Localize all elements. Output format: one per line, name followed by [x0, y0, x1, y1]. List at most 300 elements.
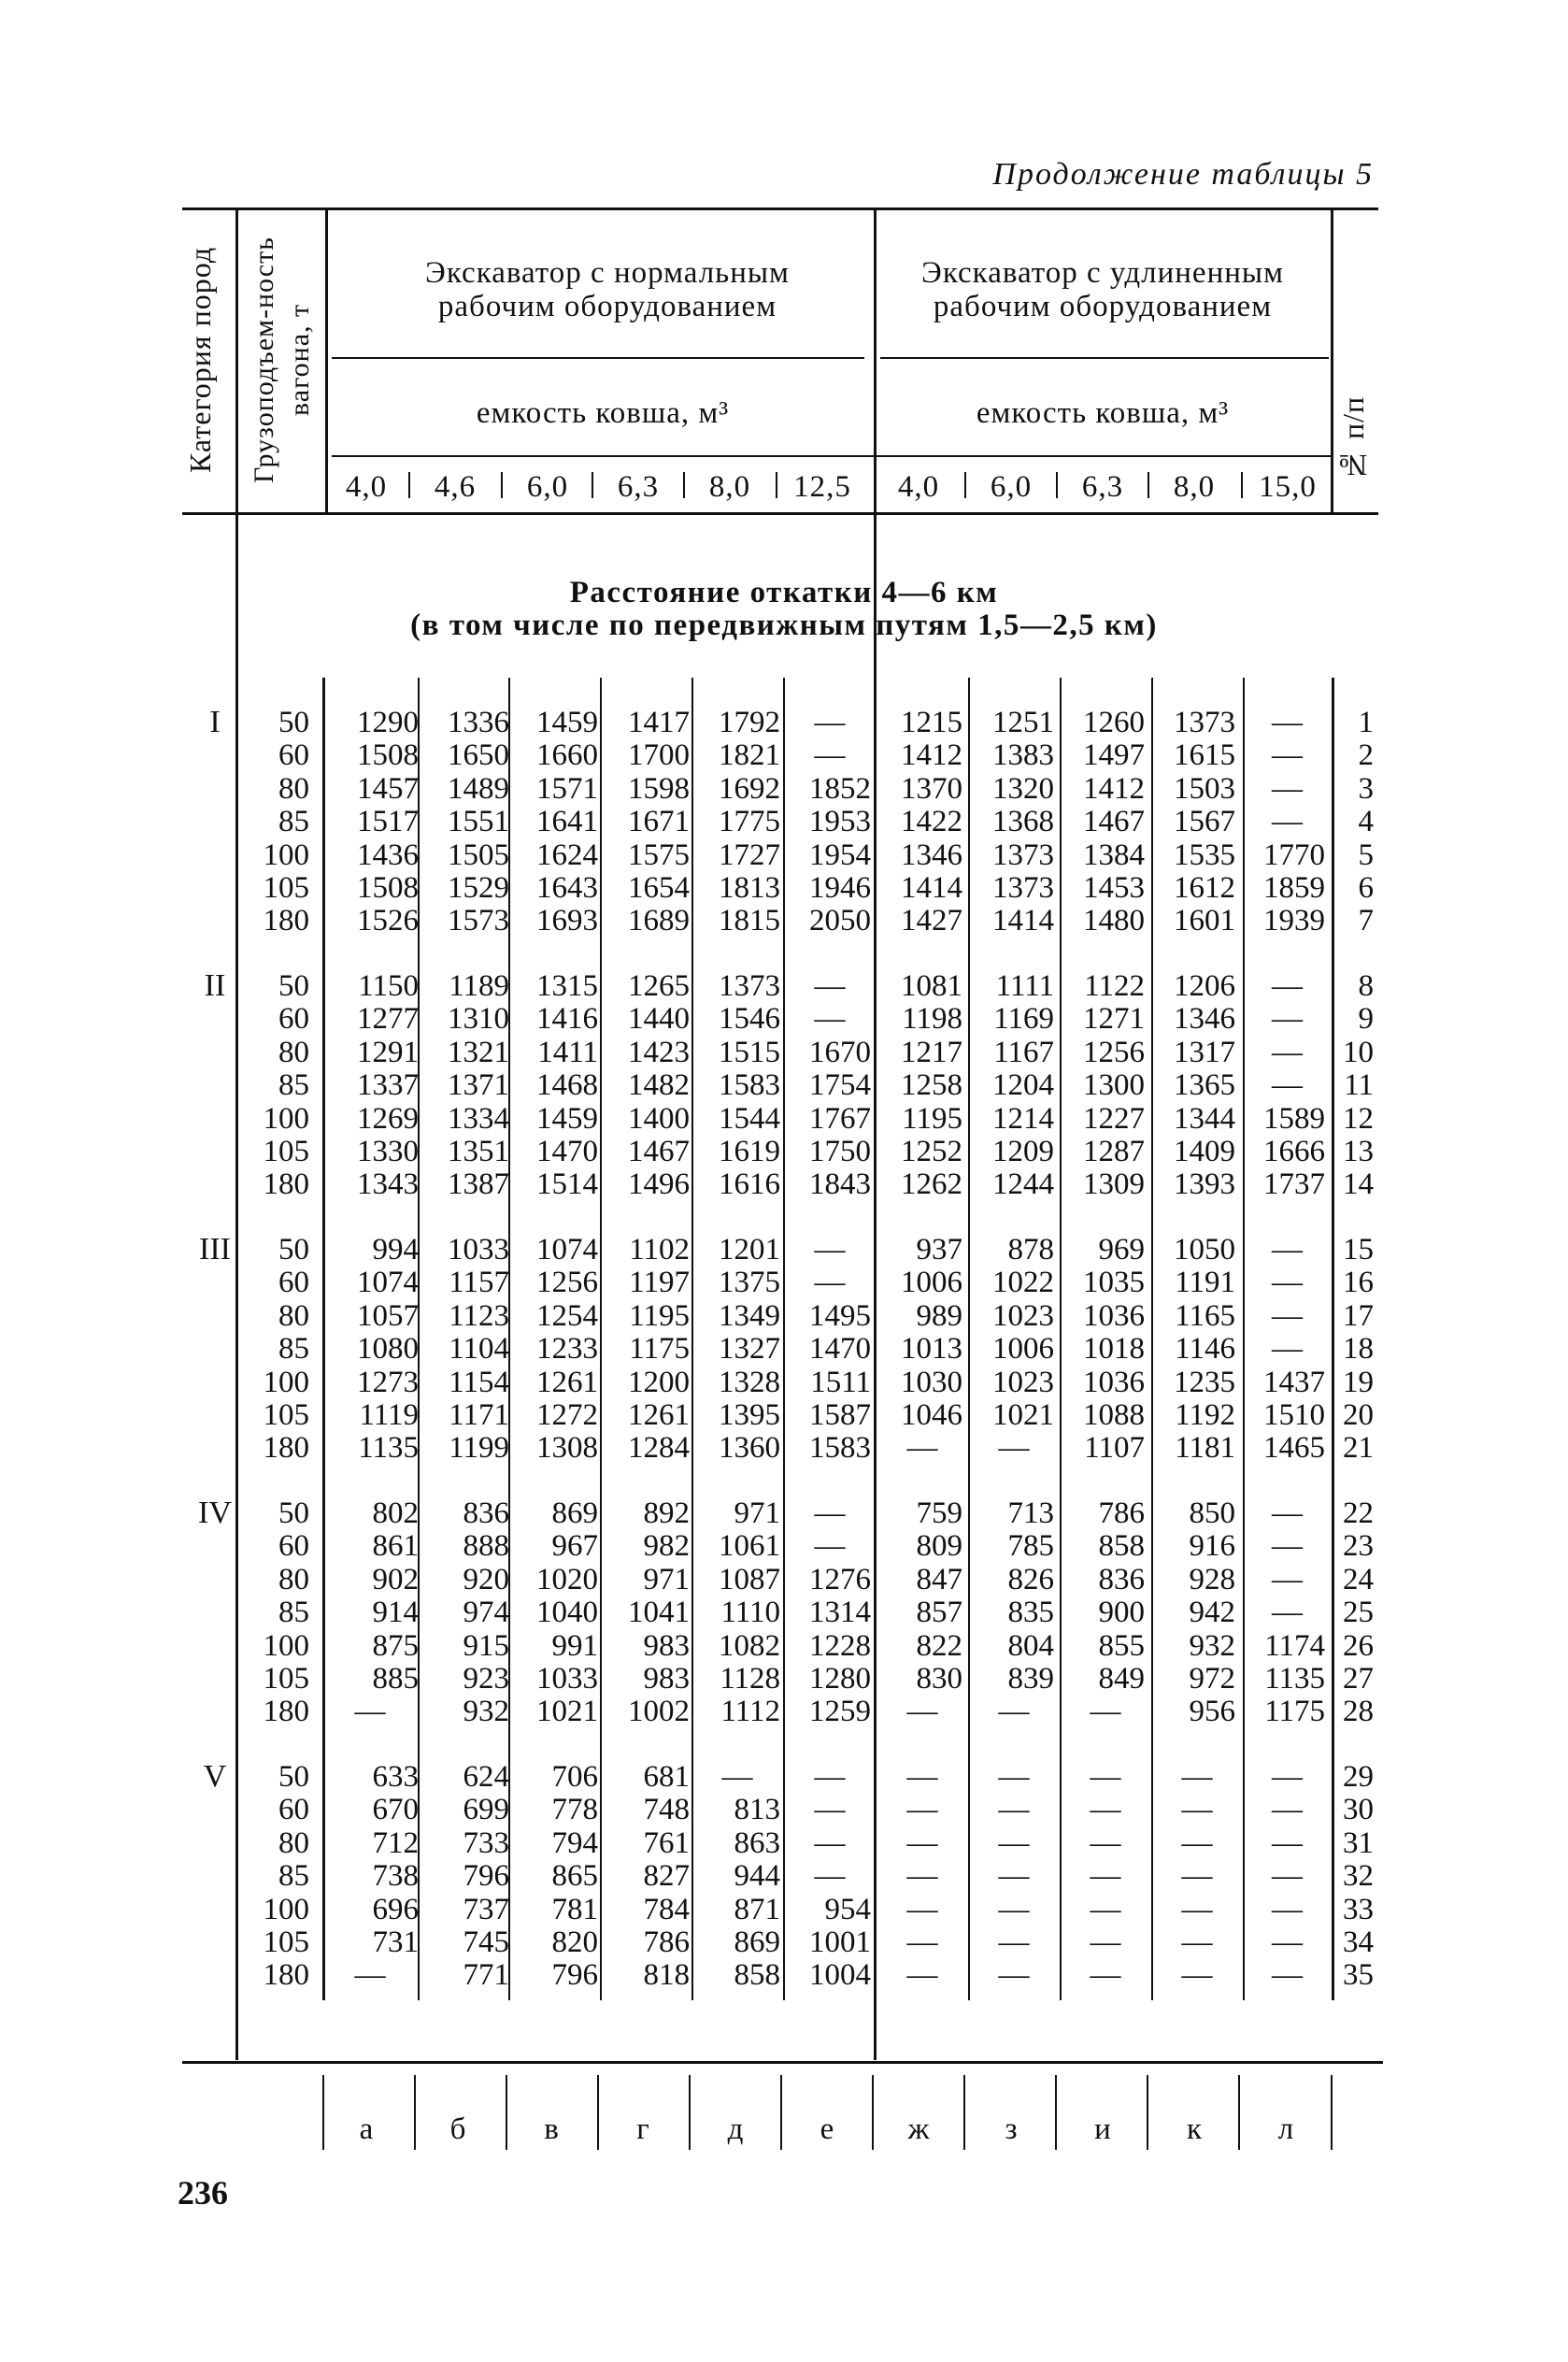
- capacity-cell: 180: [263, 1958, 309, 1993]
- value-cell: 1453: [1083, 871, 1145, 905]
- column-letter: б: [449, 2112, 466, 2146]
- row-number-cell: 16: [1343, 1266, 1374, 1300]
- value-cell: 1123: [449, 1298, 509, 1333]
- value-cell: 1939: [1263, 904, 1325, 938]
- value-cell: 1619: [719, 1135, 780, 1168]
- value-cell: —: [998, 1431, 1030, 1466]
- value-cell: 1510: [1263, 1398, 1325, 1432]
- value-cell: 784: [643, 1892, 690, 1926]
- value-cell: 1496: [628, 1167, 690, 1202]
- value-cell: 1040: [536, 1596, 598, 1630]
- value-cell: 839: [1007, 1662, 1054, 1696]
- value-cell: —: [1272, 805, 1303, 839]
- value-cell: 802: [372, 1496, 419, 1530]
- row-number-cell: 4: [1358, 805, 1374, 839]
- value-cell: 1135: [358, 1431, 419, 1466]
- value-cell: 826: [1007, 1562, 1054, 1596]
- value-cell: —: [1272, 1859, 1303, 1894]
- value-cell: 786: [1098, 1496, 1145, 1530]
- value-cell: 1946: [809, 871, 871, 905]
- column-letter-separator: [1238, 2075, 1240, 2150]
- value-cell: —: [906, 1892, 938, 1926]
- value-cell: 1146: [1175, 1332, 1235, 1367]
- capacity-cell: 50: [278, 969, 309, 1003]
- value-cell: —: [1272, 1002, 1303, 1037]
- value-cell: —: [814, 1859, 846, 1894]
- column-letter: к: [1186, 2112, 1203, 2146]
- capacity-cell: 80: [278, 1825, 309, 1860]
- value-cell: 1373: [992, 871, 1054, 905]
- value-cell: —: [1272, 706, 1303, 739]
- column-letter-separator: [1055, 2075, 1057, 2150]
- value-cell: 1013: [901, 1332, 962, 1367]
- value-cell: —: [1090, 1859, 1121, 1894]
- value-cell: 1344: [1174, 1101, 1235, 1136]
- value-cell: 1641: [536, 805, 598, 839]
- column-rule: [322, 678, 325, 2000]
- value-cell: 1859: [1263, 871, 1325, 905]
- value-cell: 1310: [448, 1002, 509, 1037]
- group-extended-header: Экскаватор с удлиненным рабочим оборудованием: [921, 256, 1284, 323]
- capacity-cell: 80: [278, 1298, 309, 1333]
- capacity-cell: 180: [263, 1431, 309, 1466]
- column-letter-separator: [506, 2075, 507, 2150]
- value-cell: 1489: [448, 771, 509, 806]
- column-letter-separator: [872, 2075, 874, 2150]
- category-label: III: [199, 1232, 231, 1267]
- value-cell: —: [1272, 1068, 1303, 1103]
- value-cell: 1615: [1174, 738, 1235, 773]
- value-cell: 1023: [992, 1298, 1054, 1333]
- capacity-cell: 80: [278, 771, 309, 806]
- value-cell: 1252: [901, 1135, 962, 1168]
- value-cell: 1169: [993, 1002, 1054, 1037]
- value-cell: 920: [463, 1562, 509, 1596]
- value-cell: —: [814, 969, 846, 1003]
- value-cell: 1157: [449, 1266, 509, 1300]
- value-cell: 1416: [536, 1002, 598, 1037]
- bucket-normal-header: емкость ковша, м³: [476, 396, 730, 430]
- value-cell: 1583: [809, 1431, 871, 1466]
- value-cell: 871: [734, 1892, 780, 1926]
- column-letter: а: [359, 2112, 374, 2146]
- value-cell: 1511: [810, 1365, 871, 1399]
- sizes-extended-divider: [877, 455, 1331, 457]
- value-cell: 849: [1098, 1662, 1145, 1696]
- value-cell: 942: [1189, 1596, 1235, 1630]
- value-cell: 1195: [629, 1298, 690, 1333]
- value-cell: 1308: [536, 1431, 598, 1466]
- value-cell: 971: [643, 1562, 690, 1596]
- value-cell: 1612: [1174, 871, 1235, 905]
- value-cell: —: [998, 1859, 1030, 1894]
- value-cell: —: [1181, 1958, 1213, 1993]
- value-cell: 1050: [1174, 1233, 1235, 1267]
- value-cell: 1373: [992, 837, 1054, 872]
- value-cell: 1104: [449, 1332, 509, 1367]
- value-cell: 1088: [1083, 1398, 1145, 1432]
- value-cell: 861: [372, 1529, 419, 1564]
- value-cell: 956: [1189, 1695, 1235, 1729]
- value-cell: 971: [734, 1496, 780, 1530]
- value-cell: 786: [643, 1925, 690, 1959]
- value-cell: 1181: [1175, 1431, 1235, 1466]
- value-cell: 969: [1098, 1233, 1145, 1267]
- value-cell: 1334: [448, 1101, 509, 1136]
- value-cell: —: [1272, 1760, 1303, 1794]
- value-cell: 1214: [992, 1101, 1054, 1136]
- value-cell: —: [1272, 1298, 1303, 1333]
- value-cell: 858: [1098, 1529, 1145, 1564]
- value-cell: 1515: [719, 1035, 780, 1069]
- row-number-cell: 17: [1343, 1298, 1374, 1333]
- value-cell: 869: [551, 1496, 598, 1530]
- value-cell: 1459: [536, 706, 598, 739]
- value-cell: 1727: [719, 837, 780, 872]
- value-cell: 696: [372, 1892, 419, 1926]
- value-cell: —: [998, 1695, 1030, 1729]
- value-cell: —: [1272, 738, 1303, 773]
- value-cell: 1261: [536, 1365, 598, 1399]
- capacity-cell: 60: [278, 738, 309, 773]
- value-cell: 1371: [448, 1068, 509, 1103]
- row-number-cell: 22: [1343, 1496, 1374, 1530]
- value-cell: 1036: [1083, 1298, 1145, 1333]
- row-number-cell: 33: [1343, 1892, 1374, 1926]
- value-cell: —: [814, 1825, 846, 1860]
- value-cell: 1467: [1083, 805, 1145, 839]
- value-cell: 1587: [809, 1398, 871, 1432]
- value-cell: 748: [643, 1793, 690, 1827]
- group-normal-header: Экскаватор с нормальным рабочим оборудованием: [425, 256, 790, 323]
- value-cell: —: [814, 738, 846, 773]
- value-cell: 923: [463, 1662, 509, 1696]
- value-cell: 1373: [719, 969, 780, 1003]
- value-cell: 1503: [1174, 771, 1235, 806]
- capacity-cell: 50: [278, 1760, 309, 1794]
- value-cell: 809: [916, 1529, 962, 1564]
- value-cell: 1171: [449, 1398, 509, 1432]
- value-cell: 1775: [719, 805, 780, 839]
- column-letter-separator: [1147, 2075, 1148, 2150]
- column-rule: [600, 678, 602, 2000]
- value-cell: 1575: [628, 837, 690, 872]
- value-cell: 1482: [628, 1068, 690, 1103]
- value-cell: 1327: [719, 1332, 780, 1367]
- value-cell: 982: [643, 1529, 690, 1564]
- value-cell: —: [814, 1496, 846, 1530]
- value-cell: 1082: [719, 1628, 780, 1663]
- capacity-cell: 50: [278, 1233, 309, 1267]
- value-cell: 928: [1189, 1562, 1235, 1596]
- value-cell: 1375: [719, 1266, 780, 1300]
- value-cell: —: [1272, 1892, 1303, 1926]
- value-cell: 1670: [809, 1035, 871, 1069]
- value-cell: 1436: [357, 837, 419, 872]
- bucket-size-cell: 4,0: [897, 470, 940, 504]
- value-cell: 1813: [719, 871, 780, 905]
- column-letter-separator: [963, 2075, 965, 2150]
- capacity-cell: 105: [263, 871, 309, 905]
- bucket-size-separator: [1147, 472, 1149, 498]
- value-cell: 1616: [719, 1167, 780, 1202]
- value-cell: 1233: [536, 1332, 598, 1367]
- value-cell: 731: [372, 1925, 419, 1959]
- value-cell: 1290: [357, 706, 419, 739]
- row-number-cell: 23: [1343, 1529, 1374, 1564]
- value-cell: 1384: [1083, 837, 1145, 872]
- value-cell: 745: [463, 1925, 509, 1959]
- value-cell: 1254: [536, 1298, 598, 1333]
- value-cell: 892: [643, 1496, 690, 1530]
- value-cell: 1470: [809, 1332, 871, 1367]
- value-cell: 1300: [1083, 1068, 1145, 1103]
- capacity-cell: 85: [278, 805, 309, 839]
- value-cell: 1023: [992, 1365, 1054, 1399]
- value-cell: 1422: [901, 805, 962, 839]
- row-number-cell: 15: [1343, 1233, 1374, 1267]
- page-number: 236: [178, 2174, 228, 2212]
- group-extended-divider: [880, 357, 1329, 359]
- value-cell: —: [1181, 1859, 1213, 1894]
- value-cell: 1551: [448, 805, 509, 839]
- row-number-header: № п/п: [1336, 395, 1370, 483]
- row-number-cell: 28: [1343, 1695, 1374, 1729]
- value-cell: 1650: [448, 738, 509, 773]
- capacity-cell: 100: [263, 1365, 309, 1399]
- column-letter: в: [544, 2112, 559, 2146]
- value-cell: 1269: [357, 1101, 419, 1136]
- value-cell: 1265: [628, 969, 690, 1003]
- bucket-size-separator: [1241, 472, 1243, 498]
- value-cell: 1693: [536, 904, 598, 938]
- value-cell: —: [1272, 1332, 1303, 1367]
- value-cell: —: [1181, 1825, 1213, 1860]
- value-cell: 1573: [448, 904, 509, 938]
- value-cell: —: [1272, 771, 1303, 806]
- value-cell: —: [1272, 1562, 1303, 1596]
- capacity-cell: 180: [263, 1695, 309, 1729]
- value-cell: 1256: [536, 1266, 598, 1300]
- value-cell: 1417: [628, 706, 690, 739]
- value-cell: 1135: [1264, 1662, 1325, 1696]
- value-cell: —: [906, 1958, 938, 1993]
- value-cell: 1330: [357, 1135, 419, 1168]
- value-cell: 1174: [1264, 1628, 1325, 1663]
- value-cell: 1526: [357, 904, 419, 938]
- value-cell: 1204: [992, 1068, 1054, 1103]
- table-continuation-caption: Продолжение таблицы 5: [992, 157, 1374, 192]
- column-letter: з: [1005, 2112, 1018, 2146]
- column-rule: [691, 678, 693, 2000]
- value-cell: —: [998, 1825, 1030, 1860]
- value-cell: 863: [734, 1825, 780, 1860]
- value-cell: 1843: [809, 1167, 871, 1202]
- value-cell: 1383: [992, 738, 1054, 773]
- value-cell: 974: [463, 1596, 509, 1630]
- value-cell: 869: [734, 1925, 780, 1959]
- value-cell: 1544: [719, 1101, 780, 1136]
- value-cell: 1309: [1083, 1167, 1145, 1202]
- value-cell: —: [1090, 1695, 1121, 1729]
- value-cell: 813: [734, 1793, 780, 1827]
- value-cell: 778: [551, 1793, 598, 1827]
- value-cell: 1175: [1264, 1695, 1325, 1729]
- value-cell: 1412: [901, 738, 962, 773]
- value-cell: 1409: [1174, 1135, 1235, 1168]
- capacity-cell: 105: [263, 1925, 309, 1959]
- value-cell: 954: [824, 1892, 871, 1926]
- value-cell: 1206: [1174, 969, 1235, 1003]
- column-letter: е: [820, 2112, 834, 2146]
- value-cell: 1954: [809, 837, 871, 872]
- value-cell: 1102: [629, 1233, 690, 1267]
- value-cell: 1217: [901, 1035, 962, 1069]
- value-cell: —: [1090, 1958, 1121, 1993]
- section-title-line2: (в том числе по передвижным путям 1,5—2,5 км): [410, 608, 1158, 642]
- capacity-cell: 85: [278, 1596, 309, 1630]
- row-number-cell: 13: [1343, 1135, 1374, 1168]
- value-cell: 1195: [902, 1101, 962, 1136]
- row-number-cell: 24: [1343, 1562, 1374, 1596]
- value-cell: —: [814, 706, 846, 739]
- value-cell: 875: [372, 1628, 419, 1663]
- value-cell: —: [354, 1695, 386, 1729]
- column-letter: л: [1277, 2112, 1294, 2146]
- value-cell: —: [1272, 1793, 1303, 1827]
- value-cell: 1505: [448, 837, 509, 872]
- value-cell: 1260: [1083, 706, 1145, 739]
- value-cell: 738: [372, 1859, 419, 1894]
- column-rule: [783, 678, 785, 2000]
- value-cell: 2050: [809, 904, 871, 938]
- value-cell: 818: [643, 1958, 690, 1993]
- capacity-cell: 105: [263, 1398, 309, 1432]
- value-cell: —: [814, 1233, 846, 1267]
- capacity-cell: 100: [263, 1628, 309, 1663]
- row-number-cell: 18: [1343, 1332, 1374, 1367]
- value-cell: 1006: [901, 1266, 962, 1300]
- bucket-size-separator: [501, 472, 503, 498]
- value-cell: 1111: [995, 969, 1054, 1003]
- value-cell: 858: [734, 1958, 780, 1993]
- value-cell: —: [814, 1793, 846, 1827]
- value-cell: 1061: [719, 1529, 780, 1564]
- value-cell: 1792: [719, 706, 780, 739]
- capacity-cell: 60: [278, 1002, 309, 1037]
- value-cell: 1227: [1083, 1101, 1145, 1136]
- row-number-cell: 7: [1358, 904, 1374, 938]
- row-number-cell: 21: [1343, 1431, 1374, 1466]
- value-cell: —: [1090, 1793, 1121, 1827]
- value-cell: 1315: [536, 969, 598, 1003]
- bucket-size-cell: 12,5: [793, 470, 851, 504]
- bucket-size-cell: 4,0: [345, 470, 388, 504]
- value-cell: 1459: [536, 1101, 598, 1136]
- capacity-column-divider: [325, 208, 328, 512]
- category-header: Категория пород: [183, 246, 217, 474]
- value-cell: —: [1272, 969, 1303, 1003]
- bucket-extended-header: емкость ковша, м³: [976, 396, 1230, 430]
- capacity-cell: 85: [278, 1332, 309, 1367]
- value-cell: 1287: [1083, 1135, 1145, 1168]
- value-cell: 1087: [719, 1562, 780, 1596]
- value-cell: 932: [463, 1695, 509, 1729]
- capacity-cell: 100: [263, 1101, 309, 1136]
- value-cell: 916: [1189, 1529, 1235, 1564]
- value-cell: 1018: [1083, 1332, 1145, 1367]
- value-cell: 1470: [536, 1135, 598, 1168]
- value-cell: —: [998, 1892, 1030, 1926]
- value-cell: 1057: [357, 1298, 419, 1333]
- value-cell: 1497: [1083, 738, 1145, 773]
- value-cell: —: [1181, 1793, 1213, 1827]
- value-cell: 1244: [992, 1167, 1054, 1202]
- row-number-cell: 12: [1343, 1101, 1374, 1136]
- value-cell: —: [354, 1958, 386, 1993]
- value-cell: 1529: [448, 871, 509, 905]
- value-cell: —: [1272, 1266, 1303, 1300]
- value-cell: 1815: [719, 904, 780, 938]
- value-cell: 1400: [628, 1101, 690, 1136]
- value-cell: 1395: [719, 1398, 780, 1432]
- value-cell: —: [1272, 1529, 1303, 1564]
- value-cell: 1821: [719, 738, 780, 773]
- bucket-size-separator: [408, 472, 410, 498]
- column-letter-separator: [322, 2075, 324, 2150]
- row-number-cell: 10: [1343, 1035, 1374, 1069]
- bucket-size-cell: 8,0: [1173, 470, 1216, 504]
- value-cell: 1346: [901, 837, 962, 872]
- row-number-cell: 32: [1343, 1859, 1374, 1894]
- value-cell: 1189: [449, 969, 509, 1003]
- value-cell: 1175: [629, 1332, 690, 1367]
- value-cell: 1272: [536, 1398, 598, 1432]
- value-cell: 1256: [1083, 1035, 1145, 1069]
- value-cell: 1770: [1263, 837, 1325, 872]
- value-cell: 1571: [536, 771, 598, 806]
- value-cell: 1197: [629, 1266, 690, 1300]
- value-cell: 1004: [809, 1958, 871, 1993]
- value-cell: 1514: [536, 1167, 598, 1202]
- value-cell: 1671: [628, 805, 690, 839]
- value-cell: 1314: [809, 1596, 871, 1630]
- row-number-cell: 3: [1358, 771, 1374, 806]
- value-cell: 1167: [993, 1035, 1054, 1069]
- value-cell: 885: [372, 1662, 419, 1696]
- value-cell: 1122: [1084, 969, 1145, 1003]
- capacity-cell: 80: [278, 1562, 309, 1596]
- value-cell: 967: [551, 1529, 598, 1564]
- value-cell: 1074: [357, 1266, 419, 1300]
- value-cell: —: [906, 1695, 938, 1729]
- value-cell: 1112: [720, 1695, 780, 1729]
- value-cell: 983: [643, 1628, 690, 1663]
- bucket-size-cell: 4,6: [434, 470, 477, 504]
- value-cell: 1343: [357, 1167, 419, 1202]
- column-letter-separator: [780, 2075, 782, 2150]
- value-cell: 991: [551, 1628, 598, 1663]
- value-cell: 1737: [1263, 1167, 1325, 1202]
- value-cell: 1360: [719, 1431, 780, 1466]
- value-cell: 1414: [901, 871, 962, 905]
- value-cell: 733: [463, 1825, 509, 1860]
- value-cell: 1201: [719, 1233, 780, 1267]
- row-number-cell: 27: [1343, 1662, 1374, 1696]
- value-cell: 835: [1007, 1596, 1054, 1630]
- row-number-cell: 35: [1343, 1958, 1374, 1993]
- row-number-cell: 5: [1358, 837, 1374, 872]
